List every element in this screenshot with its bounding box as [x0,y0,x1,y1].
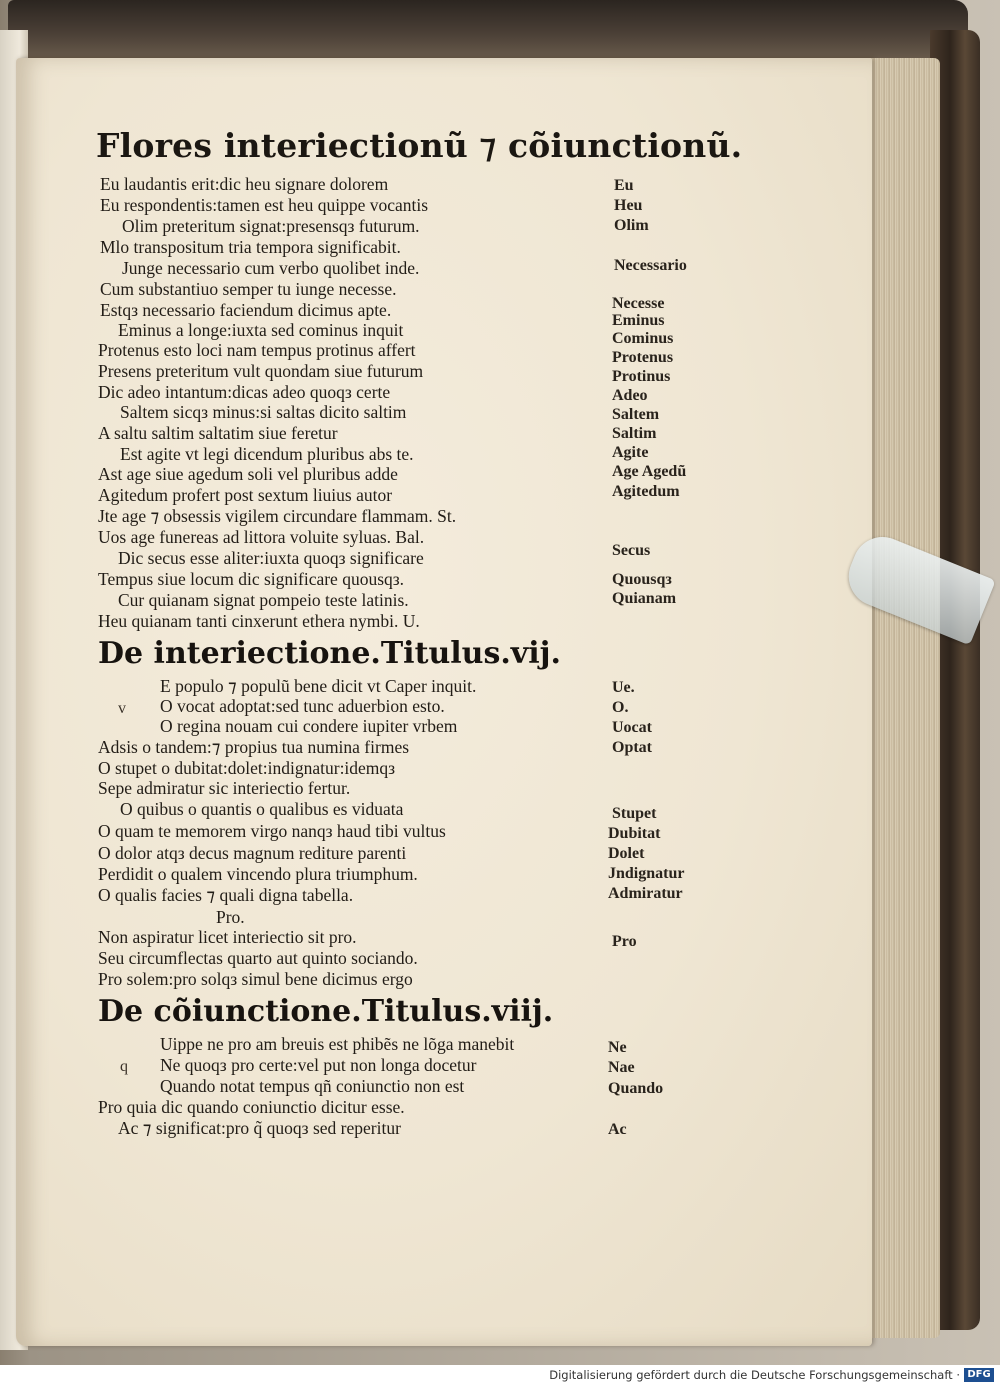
text-line: O stupet o dubitat:dolet:indignatur:idemqз [98,758,396,778]
dfg-logo: DFG [964,1368,994,1382]
margin-note: Cominus [612,330,674,347]
margin-note: Quianam [612,590,677,607]
margin-note: Protenus [612,349,674,366]
text-line: Ast age siue agedum soli vel pluribus adde [98,464,398,484]
margin-note: Pro [612,933,637,950]
margin-note: Necesse [612,295,665,312]
book-binding-top [8,0,968,60]
margin-note: Olim [614,217,649,234]
text-line: Jte age ⁊ obsessis vigilem circundare flammam. St. [98,506,457,526]
left-margin-mark: v [118,700,126,717]
text-line: Perdidit o qualem vincendo plura triumphum. [98,864,418,884]
text-line: Heu quianam tanti cinxerunt ethera nymbi. U. [98,611,420,631]
text-line: O qualis facies ⁊ quali digna tabella. [98,885,354,905]
margin-note: Eminus [612,312,665,329]
text-line: Sepe admiratur sic interiectio fertur. [98,778,351,798]
text-line: Uippe ne pro am breuis est phibẽs ne lõga manebit [160,1034,515,1054]
text-line: Pro quia dic quando coniunctio dicitur esse. [98,1097,405,1117]
text-line: Est agite vt legi dicendum pluribus abs te. [120,444,414,464]
margin-note: Quando [608,1080,664,1097]
margin-note: Secus [612,542,651,559]
text-line: Olim preteritum signat:presensqз futurum. [122,216,420,236]
margin-note: Adeo [612,387,648,404]
text-line: Uos age funereas ad littora voluite syluas. Bal. [98,527,425,547]
text-line: Dic adeo intantum:dicas adeo quoqз certe [98,382,391,402]
text-line: Eminus a longe:iuxta sed cominus inquit [118,320,404,340]
text-line: Agitedum profert post sextum liuius autor [98,485,393,505]
margin-note: Agite [612,444,649,461]
text-line: Seu circumflectas quarto aut quinto sociando. [98,948,418,968]
text-line: Mlo transpositum tria tempora significabit. [100,237,401,257]
text-line: O dolor atqз decus magnum rediture parenti [98,843,407,863]
text-line: Ac ⁊ significat:pro q̃ quoqз sed reperitur [118,1118,401,1138]
margin-note: Saltim [612,425,657,442]
margin-note: Stupet [612,805,657,822]
section-heading-interiectione: De interiectione.Titulus.vij. [98,636,561,671]
text-line: Non aspiratur licet interiectio sit pro. [98,927,357,947]
margin-note: Jndignatur [608,865,685,882]
text-line: O regina nouam cui condere iupiter vrbem [160,716,458,736]
margin-note: Heu [614,197,643,214]
text-line: Adsis o tandem:⁊ propius tua numina firmes [98,737,410,757]
section-heading-coniunctione: De cõiunctione.Titulus.viij. [98,994,554,1029]
text-line: Pro. [216,907,245,927]
text-line: Junge necessario cum verbo quolibet inde. [122,258,420,278]
margin-note: Protinus [612,368,671,385]
margin-note: Eu [614,177,634,194]
margin-note: O. [612,699,629,716]
margin-note: Ne [608,1039,627,1056]
text-line: E populo ⁊ populũ bene dicit vt Caper inquit. [160,676,477,696]
margin-note: Uocat [612,719,652,736]
page-title: Flores interiectionũ ⁊ cõiunctionũ. [96,126,743,165]
page-edges [866,58,940,1338]
text-line: Eu laudantis erit:dic heu signare dolorem [100,174,389,194]
footer-credit: Digitalisierung gefördert durch die Deutsche Forschungsgemeinschaft · [549,1368,960,1382]
text-line: O quibus o quantis o qualibus es viduata [120,799,404,819]
text-line: O vocat adoptat:sed tunc aduerbion esto. [160,696,445,716]
text-line: Cur quianam signat pompeio teste latinis. [118,590,409,610]
footer-bar [0,1365,1000,1386]
margin-note: Admiratur [608,885,683,902]
text-line: O quam te memorem virgo nanqз haud tibi vultus [98,821,446,841]
text-line: Cum substantiuo semper tu iunge necesse. [100,279,397,299]
left-margin-mark: q [120,1058,128,1075]
margin-note: Saltem [612,406,660,423]
margin-note: Optat [612,739,652,756]
text-line: Eu respondentis:tamen est heu quippe vocantis [100,195,429,215]
margin-note: Dubitat [608,825,661,842]
margin-note: Nae [608,1059,635,1076]
text-line: Estqз necessario faciendum dicimus apte. [100,300,392,320]
text-line: Protenus esto loci nam tempus protinus affert [98,340,416,360]
text-line: Ne quoqз pro certe:vel put non longa docetur [160,1055,477,1075]
text-line: Presens preteritum vult quondam siue futurum [98,361,424,381]
text-line: Pro solem:pro solqз simul bene dicimus ergo [98,969,413,989]
margin-note: Quousqз [612,571,672,588]
margin-note: Agitedum [612,483,680,500]
margin-note: Necessario [614,257,687,274]
text-line: Dic secus esse aliter:iuxta quoqз significare [118,548,424,568]
text-line: A saltu saltim saltatim siue feretur [98,423,338,443]
text-line: Saltem sicqз minus:si saltas dicito saltim [120,402,407,422]
margin-note: Ue. [612,679,635,696]
margin-note: Dolet [608,845,645,862]
text-line: Tempus siue locum dic significare quousqз. [98,569,405,589]
text-line: Quando notat tempus qñ coniunctio non est [160,1076,465,1096]
margin-note: Ac [608,1121,627,1138]
margin-note: Age Agedũ [612,463,687,480]
